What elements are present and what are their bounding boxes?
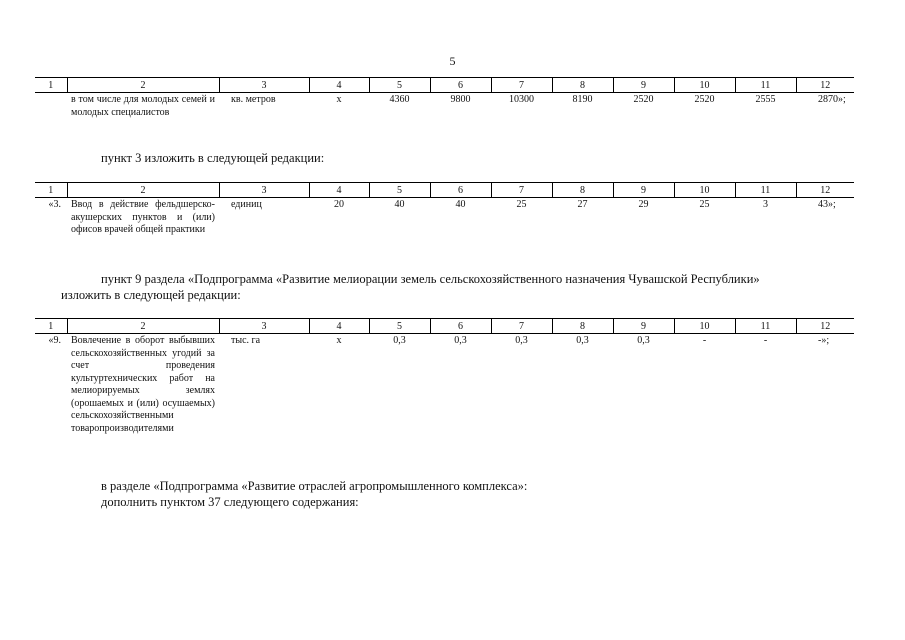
column-header-12: 12	[796, 78, 854, 93]
column-header-2: 2	[67, 319, 219, 334]
indicator-table-housing	[35, 77, 854, 119]
instruction-paragraph-item-3: пункт 3 изложить в следующей редакции:	[101, 151, 325, 165]
column-header-2: 2	[67, 78, 219, 93]
column-header-4: 4	[309, 183, 369, 198]
column-header-12: 12	[796, 319, 854, 334]
column-header-8: 8	[552, 78, 613, 93]
column-header-7: 7	[491, 183, 552, 198]
table-cell: кв. метров	[231, 94, 276, 105]
table-header-row	[35, 78, 854, 93]
table-cell: 2520	[694, 94, 715, 105]
indicator-name-cell: Вовлечение в оборот выбывших сельскохозяйственных угодий за счет проведения культуртехнических работ на мелиорируемых землях (орошаемых и (или) осушаемых) сельскохозяйственными товаропроизводителями	[71, 335, 215, 434]
table-cell: 0,3	[393, 335, 406, 346]
table-cell: 3	[763, 199, 768, 210]
table-row	[35, 334, 854, 436]
column-header-6: 6	[430, 183, 491, 198]
instruction-line: в разделе «Подпрограмма «Развитие отраслей агропромышленного комплекса»:	[101, 479, 528, 493]
indicator-table-land-reclamation	[35, 318, 854, 435]
table-cell: 25	[516, 199, 527, 210]
column-header-10: 10	[674, 319, 735, 334]
column-header-1: 1	[35, 183, 67, 198]
table-row	[35, 198, 854, 237]
table-cell: тыс. га	[231, 335, 261, 346]
column-header-12: 12	[796, 183, 854, 198]
column-header-5: 5	[369, 319, 430, 334]
table-cell: 10300	[509, 94, 534, 105]
indicator-name-cell: Ввод в действие фельдшерско-акушерских пунктов и (или) офисов врачей общей практики	[71, 199, 215, 235]
table-cell: 43»;	[818, 199, 836, 210]
column-header-5: 5	[369, 78, 430, 93]
table-cell: 4360	[389, 94, 410, 105]
table-cell: 8190	[572, 94, 593, 105]
column-header-7: 7	[491, 319, 552, 334]
column-header-9: 9	[613, 183, 674, 198]
column-header-3: 3	[219, 319, 309, 334]
column-header-11: 11	[735, 78, 796, 93]
table-header-row	[35, 319, 854, 334]
column-header-1: 1	[35, 319, 67, 334]
instruction-paragraph-item-9	[61, 271, 861, 303]
column-header-10: 10	[674, 183, 735, 198]
table-cell: х	[336, 94, 342, 105]
indicator-table-feldsher-points	[35, 182, 854, 237]
column-header-11: 11	[735, 319, 796, 334]
column-header-9: 9	[613, 319, 674, 334]
instruction-line: пункт 9 раздела «Подпрограмма «Развитие мелиорации земель сельскохозяйственного назначения Чувашской Республики»	[101, 272, 760, 286]
column-header-10: 10	[674, 78, 735, 93]
table-cell: 0,3	[515, 335, 528, 346]
table-cell: «9.	[48, 335, 61, 346]
column-header-6: 6	[430, 319, 491, 334]
column-header-4: 4	[309, 319, 369, 334]
table-row	[35, 93, 854, 120]
table-cell: -	[702, 335, 707, 346]
column-header-3: 3	[219, 183, 309, 198]
table-cell: единиц	[231, 199, 262, 210]
indicator-name-cell: в том числе для молодых семей и молодых специалистов	[71, 94, 215, 118]
table-cell: «3.	[48, 199, 61, 210]
table-cell: 9800	[450, 94, 471, 105]
table-cell: -»;	[818, 335, 830, 346]
instruction-paragraph-item-37	[101, 478, 527, 510]
column-header-4: 4	[309, 78, 369, 93]
page-number: 5	[449, 54, 456, 68]
table-cell: 29	[638, 199, 649, 210]
table-cell: 2520	[633, 94, 654, 105]
table-cell: х	[336, 335, 342, 346]
column-header-8: 8	[552, 183, 613, 198]
column-header-1: 1	[35, 78, 67, 93]
table-cell: 0,3	[576, 335, 589, 346]
table-cell: 20	[334, 199, 344, 210]
table-header-row	[35, 183, 854, 198]
table-cell: 25	[699, 199, 710, 210]
table-cell: 40	[455, 199, 466, 210]
table-cell: 40	[394, 199, 405, 210]
column-header-8: 8	[552, 319, 613, 334]
table-cell: -	[763, 335, 768, 346]
column-header-6: 6	[430, 78, 491, 93]
table-cell	[35, 93, 67, 120]
column-header-11: 11	[735, 183, 796, 198]
column-header-3: 3	[219, 78, 309, 93]
table-cell: 0,3	[637, 335, 650, 346]
table-cell: 27	[577, 199, 588, 210]
column-header-9: 9	[613, 78, 674, 93]
table-cell: 2870»;	[818, 94, 846, 105]
column-header-2: 2	[67, 183, 219, 198]
table-cell: 2555	[755, 94, 776, 105]
table-cell: 0,3	[454, 335, 467, 346]
column-header-7: 7	[491, 78, 552, 93]
instruction-line: дополнить пунктом 37 следующего содержания:	[101, 495, 359, 509]
column-header-5: 5	[369, 183, 430, 198]
instruction-line: изложить в следующей редакции:	[61, 288, 241, 302]
